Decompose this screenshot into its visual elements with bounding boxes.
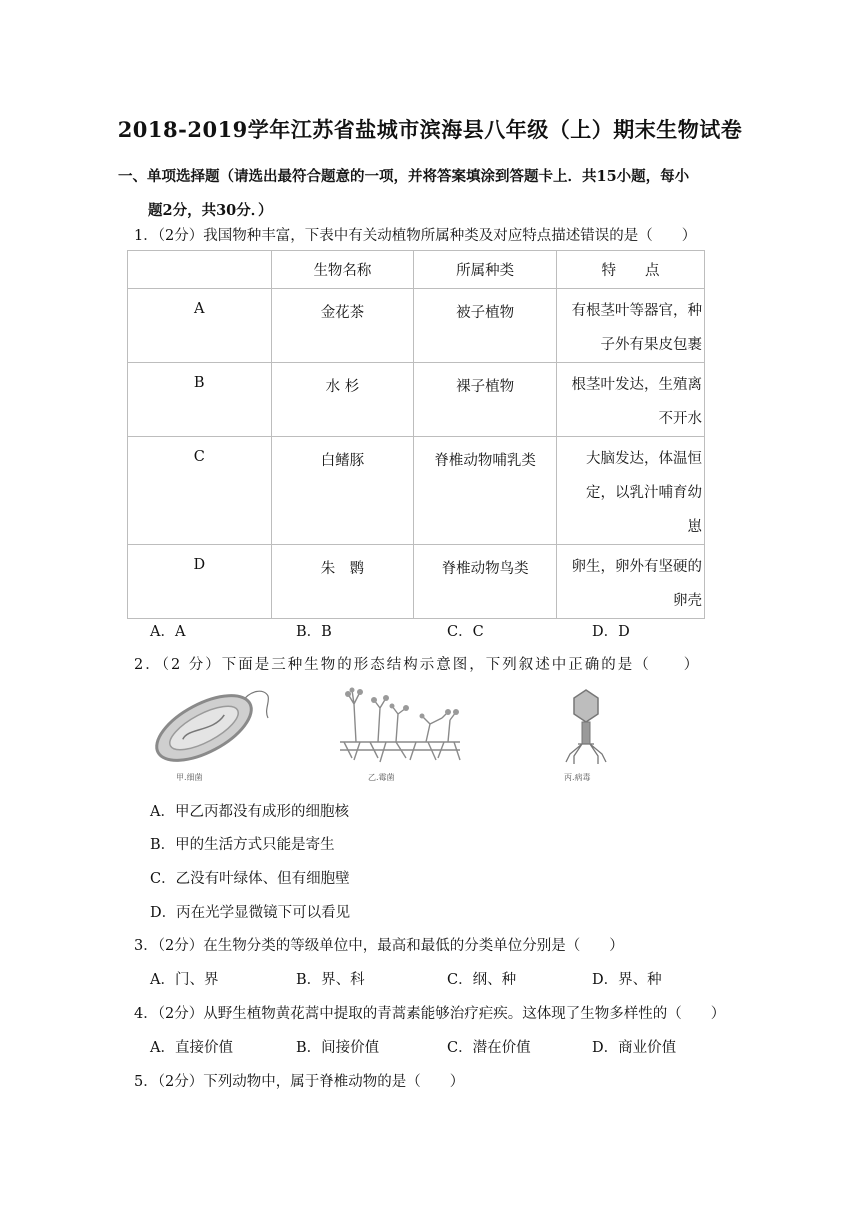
question-5-stem: 5．（2分）下列动物中，属于脊椎动物的是（ ）: [134, 1074, 465, 1090]
table-cell-type: 脊椎动物鸟类: [414, 545, 557, 619]
section-heading: [118, 160, 743, 228]
question-3-stem: 3．（2分）在生物分类的等级单位中，最高和最低的分类单位分别是（ ）: [134, 938, 624, 954]
option-a[interactable]: A．门、界: [150, 972, 219, 988]
option-d[interactable]: D．商业价值: [592, 1040, 677, 1056]
question-4-options: [150, 1036, 676, 1057]
figure-label: 乙.霉菌: [368, 773, 395, 782]
option-c[interactable]: C．C: [447, 624, 484, 640]
question-3-options: [150, 968, 662, 989]
page-title: 2018-2019学年江苏省盐城市滨海县八年级（上）期末生物试卷: [117, 117, 743, 142]
table-header-cell: 所属种类: [414, 251, 557, 289]
table-cell-name: 水 杉: [271, 363, 414, 437]
feature-line: 有根茎叶等器官，种: [571, 303, 702, 319]
feature-line: 定，以乳汁哺育幼: [586, 485, 702, 501]
table-row: [128, 289, 705, 363]
figure-label: 甲.细菌: [176, 773, 203, 782]
option-c[interactable]: C．乙没有叶绿体、但有细胞壁: [150, 871, 350, 887]
feature-line: 崽: [687, 519, 702, 535]
option-c[interactable]: C．纲、种: [447, 972, 517, 988]
table-row: [128, 363, 705, 437]
table-cell-label: B: [128, 363, 272, 437]
option-b[interactable]: B．界、科: [296, 972, 365, 988]
table-header-cell: 特 点: [556, 251, 704, 289]
question-1-table: [127, 250, 705, 619]
option-c[interactable]: C．潜在价值: [447, 1040, 531, 1056]
table-cell-name: 朱 鹮: [271, 545, 414, 619]
mold-figure: [330, 684, 470, 784]
table-cell-feature: [556, 289, 704, 363]
feature-line: 卵壳: [673, 593, 702, 609]
section-heading-line2: 题2分，共30分．）: [148, 202, 273, 219]
option-a[interactable]: A．甲乙丙都没有成形的细胞核: [150, 804, 349, 820]
table-row: [128, 437, 705, 545]
table-cell-feature: [556, 437, 704, 545]
option-d[interactable]: D．界、种: [592, 972, 662, 988]
table-cell-label: D: [128, 545, 272, 619]
table-cell-name: 金花茶: [271, 289, 414, 363]
feature-line: 根茎叶发达，生殖离: [571, 377, 702, 393]
table-cell-type: 被子植物: [414, 289, 557, 363]
section-heading-line1: 一、单项选择题（请选出最符合题意的一项，并将答案填涂到答题卡上．共15小题，每小: [118, 168, 690, 185]
question-1-options: [150, 620, 630, 641]
table-cell-feature: [556, 363, 704, 437]
table-row: [128, 545, 705, 619]
option-b[interactable]: B．间接价值: [296, 1040, 380, 1056]
question-2-stem: 2．（2 分）下面是三种生物的形态结构示意图，下列叙述中正确的是（ ）: [134, 657, 701, 673]
question-4-stem: 4．（2分）从野生植物黄花蒿中提取的青蒿素能够治疗疟疾。这体现了生物多样性的（ ）: [134, 1006, 726, 1022]
table-cell-type: 脊椎动物哺乳类: [414, 437, 557, 545]
table-header-row: [128, 251, 705, 289]
table-header-cell: [128, 251, 272, 289]
feature-line: 子外有果皮包裹: [600, 337, 702, 353]
feature-line: 不开水: [658, 411, 702, 427]
option-d[interactable]: D．D: [592, 624, 630, 640]
feature-line: 大脑发达，体温恒: [586, 451, 702, 467]
table-cell-name: 白鳍豚: [271, 437, 414, 545]
option-b[interactable]: B．B: [296, 624, 332, 640]
virus-figure: [556, 684, 616, 784]
bacterium-figure: [146, 684, 276, 784]
option-a[interactable]: A．直接价值: [150, 1040, 233, 1056]
table-cell-feature: [556, 545, 704, 619]
feature-line: 卵生，卵外有坚硬的: [571, 559, 702, 575]
question-1-stem: 1．（2分）我国物种丰富，下表中有关动植物所属种类及对应特点描述错误的是（ ）: [134, 228, 697, 244]
option-b[interactable]: B．甲的生活方式只能是寄生: [150, 837, 335, 853]
table-cell-label: C: [128, 437, 272, 545]
table-cell-label: A: [128, 289, 272, 363]
table-header-cell: 生物名称: [271, 251, 414, 289]
figure-label: 丙.病毒: [564, 773, 591, 782]
option-a[interactable]: A．A: [150, 624, 186, 640]
option-d[interactable]: D．丙在光学显微镜下可以看见: [150, 905, 351, 921]
table-cell-type: 裸子植物: [414, 363, 557, 437]
